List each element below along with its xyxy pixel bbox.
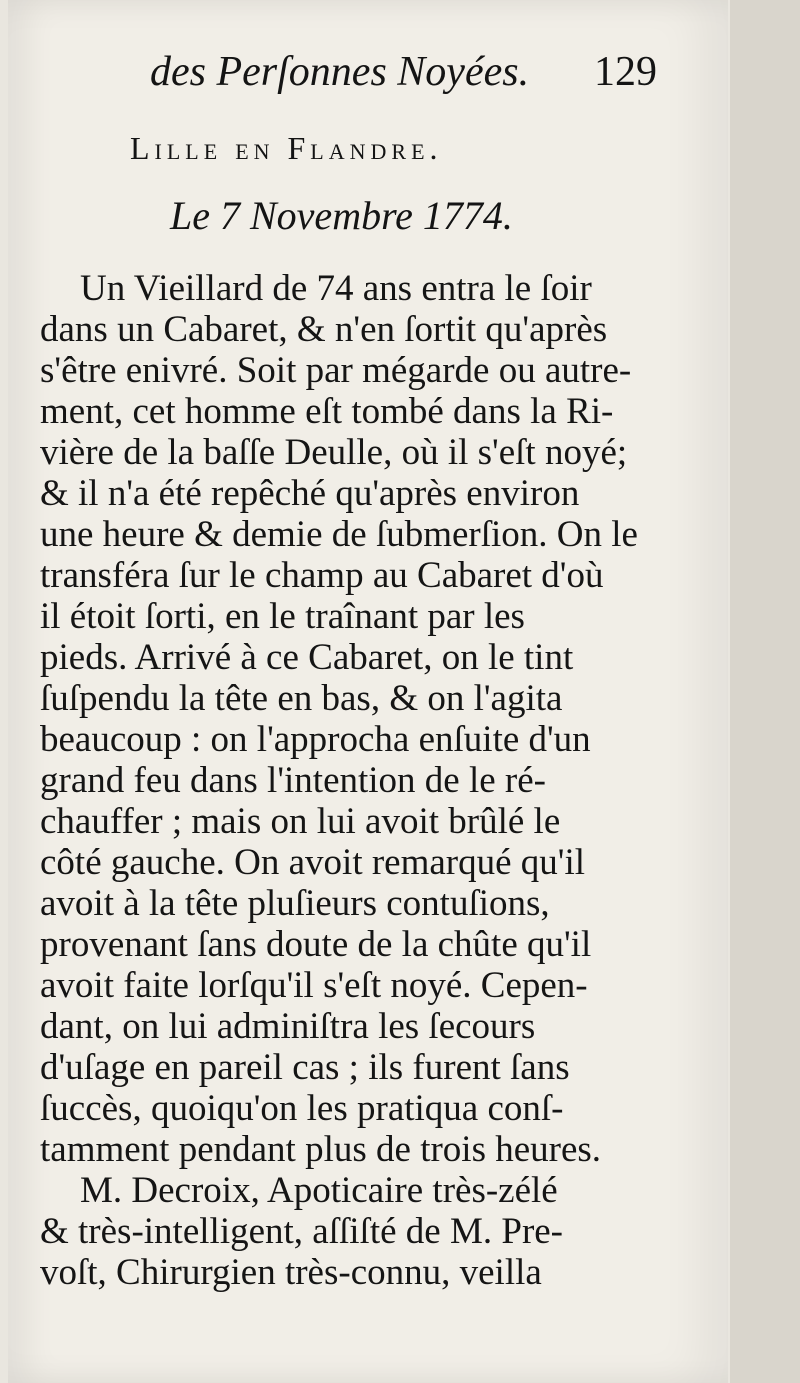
text-line: avoit faite lorſqu'il s'eſt noyé. Cepen- xyxy=(40,965,588,1006)
text-line: d'uſage en pareil cas ; ils furent ſans xyxy=(40,1047,570,1088)
text-line: ſuſpendu la tête en bas, & on l'agita xyxy=(40,678,563,719)
text-line: beaucoup : on l'approcha enſuite d'un xyxy=(40,719,591,760)
section-place-heading: Lille en Flandre. xyxy=(130,130,443,166)
running-title: des Perſonnes Noyées. xyxy=(150,49,530,95)
text-line: avoit à la tête pluſieurs contuſions, xyxy=(40,883,550,924)
text-line: & très-intelligent, aſſiſté de M. Pre- xyxy=(40,1211,564,1252)
text-line: voſt, Chirurgien très-connu, veilla xyxy=(40,1252,542,1293)
body-text xyxy=(40,268,680,1293)
text-line: grand feu dans l'intention de le ré- xyxy=(40,760,546,801)
text-line: ſuccès, quoiqu'on les pratiqua conſ- xyxy=(40,1088,564,1129)
text-line: provenant ſans doute de la chûte qu'il xyxy=(40,924,592,965)
text-line: tamment pendant plus de trois heures. xyxy=(40,1129,602,1170)
text-line: transféra ſur le champ au Cabaret d'où xyxy=(40,555,604,596)
text-line: s'être enivré. Soit par mégarde ou autre- xyxy=(40,350,632,391)
text-line: une heure & demie de ſubmerſion. On le xyxy=(40,514,638,555)
page-header xyxy=(150,48,670,108)
text-line: & il n'a été repêché qu'après environ xyxy=(40,473,580,514)
torn-page-edge xyxy=(730,0,800,1383)
text-line: Un Vieillard de 74 ans entra le ſoir xyxy=(80,268,592,309)
text-line: chauffer ; mais on lui avoit brûlé le xyxy=(40,801,561,842)
text-line: il étoit ſorti, en le traînant par les xyxy=(40,596,525,637)
text-line: ment, cet homme eſt tombé dans la Ri- xyxy=(40,391,614,432)
text-line: pieds. Arrivé à ce Cabaret, on le tint xyxy=(40,637,574,678)
text-line: dant, on lui adminiſtra les ſecours xyxy=(40,1006,536,1047)
text-line: dans un Cabaret, & n'en ſortit qu'après xyxy=(40,309,608,350)
section-date: Le 7 Novembre 1774. xyxy=(170,193,513,238)
text-line: vière de la baſſe Deulle, où il s'eſt noyé; xyxy=(40,432,628,473)
text-line: côté gauche. On avoit remarqué qu'il xyxy=(40,842,586,883)
page-number: 129 xyxy=(594,49,657,95)
text-line: M. Decroix, Apoticaire très-zélé xyxy=(80,1170,558,1211)
